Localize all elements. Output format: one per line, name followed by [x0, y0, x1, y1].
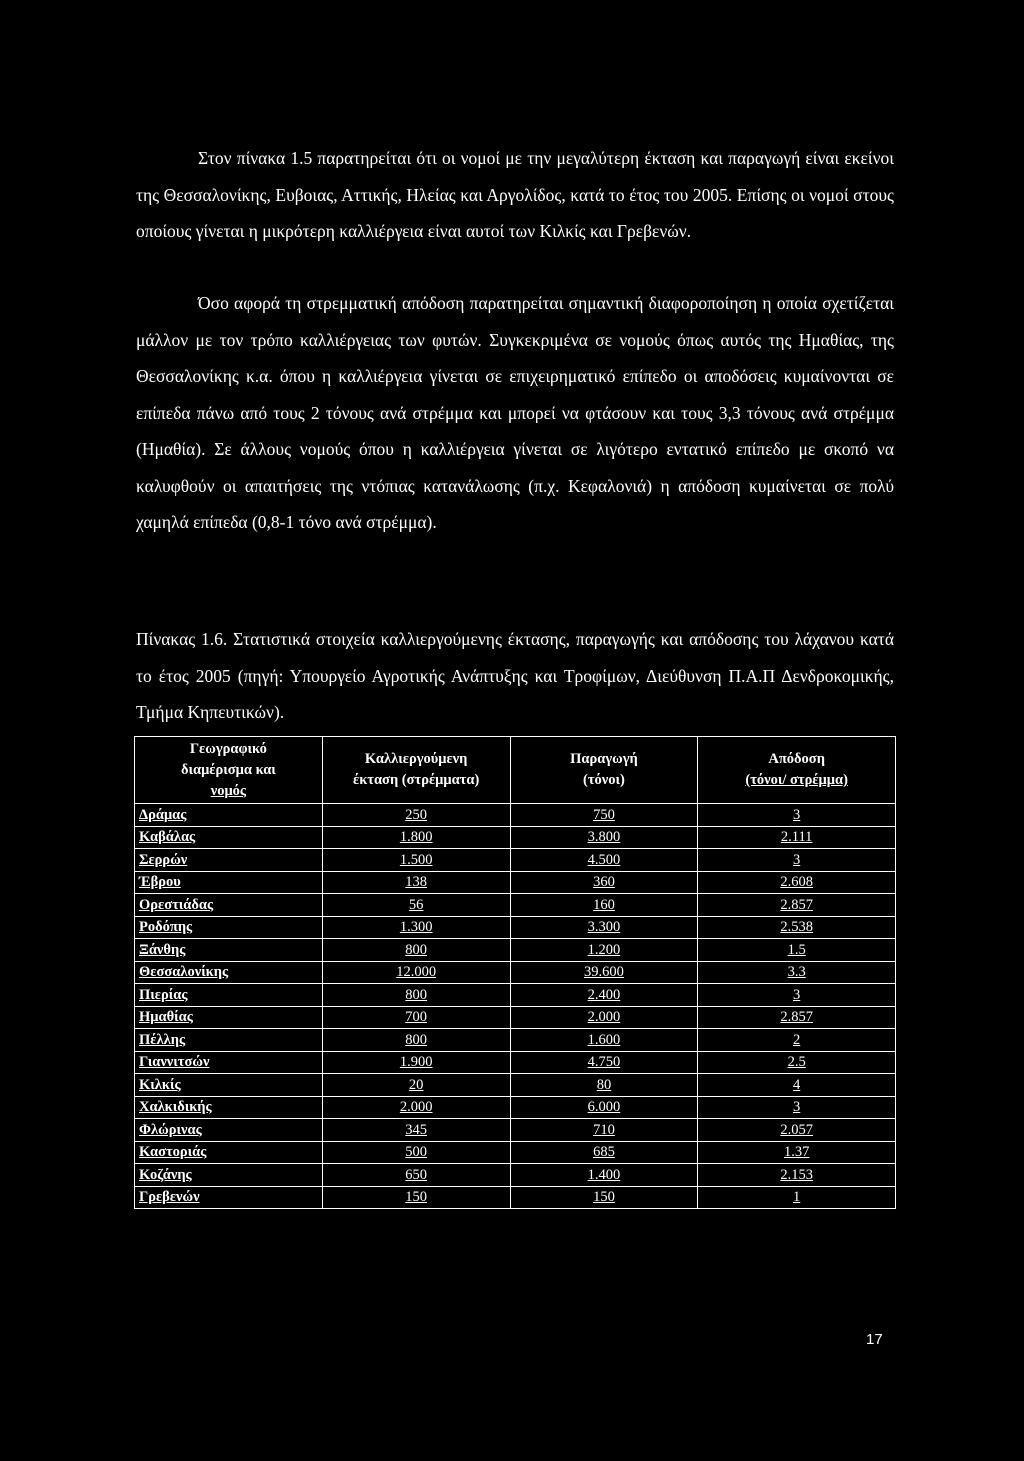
cell-yield: 3: [698, 984, 896, 1007]
table-caption: [136, 621, 894, 731]
cell-yield: 2.857: [698, 1006, 896, 1029]
table-row: [135, 1141, 896, 1164]
cell-production: 3.300: [510, 916, 698, 939]
header-region: [135, 737, 323, 804]
cell-area: 800: [322, 939, 510, 962]
cell-region: Καβάλας: [135, 826, 323, 849]
table-row: [135, 1006, 896, 1029]
cell-production: 685: [510, 1141, 698, 1164]
cell-production: 6.000: [510, 1096, 698, 1119]
cell-area: 20: [322, 1074, 510, 1097]
cell-region: Σερρών: [135, 849, 323, 872]
table-row: [135, 1164, 896, 1187]
table-row: [135, 1051, 896, 1074]
cell-yield: 2.608: [698, 871, 896, 894]
cell-yield: 2.538: [698, 916, 896, 939]
header-yield-line1: Απόδοση: [768, 751, 825, 767]
header-area: [322, 737, 510, 804]
cell-production: 1.600: [510, 1029, 698, 1052]
cell-region: Γιαννιτσών: [135, 1051, 323, 1074]
cell-area: 12.000: [322, 961, 510, 984]
paragraph-table-1-5-summary: [136, 140, 894, 250]
header-region-line1: Γεωγραφικό: [189, 740, 267, 757]
cell-region: Δράμας: [135, 804, 323, 827]
cell-yield: 2.5: [698, 1051, 896, 1074]
cell-area: 1.900: [322, 1051, 510, 1074]
cell-production: 710: [510, 1119, 698, 1142]
cell-area: 800: [322, 984, 510, 1007]
header-production-line1: Παραγωγή: [570, 751, 638, 767]
table-body: [135, 804, 896, 1209]
cell-area: 1.800: [322, 826, 510, 849]
table-row: [135, 961, 896, 984]
table-row: [135, 1119, 896, 1142]
header-production-line2: (τόνοι): [583, 772, 625, 788]
cell-production: 160: [510, 894, 698, 917]
paragraph-text: Στον πίνακα 1.5 παρατηρείται ότι οι νομοί με την μεγαλύτερη έκταση και παραγωγή είναι εκείνοι της Θεσσαλονίκης, Ευβοιας, Αττικής, Ηλείας και Αργολίδος, κατά το έτος του 2005. Επίσης οι νομοί στους οποίους γίνεται η μικρότερη καλλιέργεια είναι αυτοί των Κιλκίς και Γρεβενών.: [136, 148, 894, 241]
cell-region: Γρεβενών: [135, 1186, 323, 1209]
header-yield-line2: (τόνοι/ στρέμμα): [745, 772, 848, 788]
cell-area: 150: [322, 1186, 510, 1209]
cell-production: 750: [510, 804, 698, 827]
header-area-line1: Καλλιεργούμενη: [364, 751, 468, 767]
table-caption-text: Πίνακας 1.6. Στατιστικά στοιχεία καλλιεργούμενης έκτασης, παραγωγής και απόδοσης του λάχανου κατά το έτος 2005 (πηγή: Υπουργείο Αγροτικής Ανάπτυξης και Τροφίμων, Διεύθυνση Π.Α.Π Δενδροκομικής, Τμήμα Κηπευτικών).: [136, 629, 894, 722]
cell-yield: 3: [698, 804, 896, 827]
cell-region: Κοζάνης: [135, 1164, 323, 1187]
cell-yield: 1.5: [698, 939, 896, 962]
cell-region: Ημαθίας: [135, 1006, 323, 1029]
cell-region: Ορεστιάδας: [135, 894, 323, 917]
cell-production: 2.400: [510, 984, 698, 1007]
cell-production: 2.000: [510, 1006, 698, 1029]
cell-yield: 2.857: [698, 894, 896, 917]
cell-region: Πέλλης: [135, 1029, 323, 1052]
cell-area: 700: [322, 1006, 510, 1029]
cell-region: Πιερίας: [135, 984, 323, 1007]
cell-region: Χαλκιδικής: [135, 1096, 323, 1119]
table-row: [135, 804, 896, 827]
cell-region: Κιλκίς: [135, 1074, 323, 1097]
header-region-line3: νομός: [210, 782, 247, 799]
table-row: [135, 894, 896, 917]
cell-area: 800: [322, 1029, 510, 1052]
header-production: [510, 737, 698, 804]
table-row: [135, 1096, 896, 1119]
cell-production: 4.750: [510, 1051, 698, 1074]
cell-region: Θεσσαλονίκης: [135, 961, 323, 984]
cell-area: 500: [322, 1141, 510, 1164]
cell-production: 1.200: [510, 939, 698, 962]
table-row: [135, 916, 896, 939]
table-row: [135, 849, 896, 872]
cell-production: 360: [510, 871, 698, 894]
cell-production: 150: [510, 1186, 698, 1209]
table-row: [135, 939, 896, 962]
cell-area: 1.500: [322, 849, 510, 872]
header-yield: [698, 737, 896, 804]
cell-yield: 4: [698, 1074, 896, 1097]
cell-yield: 2.111: [698, 826, 896, 849]
cell-area: 250: [322, 804, 510, 827]
cell-yield: 3: [698, 1096, 896, 1119]
cell-production: 80: [510, 1074, 698, 1097]
cell-region: Φλώρινας: [135, 1119, 323, 1142]
cell-area: 56: [322, 894, 510, 917]
table-header-row: [135, 737, 896, 804]
paragraph-text: Όσο αφορά τη στρεμματική απόδοση παρατηρείται σημαντική διαφοροποίηση η οποία σχετίζεται μάλλον με τον τρόπο καλλιέργειας των φυτών. Συγκεκριμένα σε νομούς όπως αυτός της Ημαθίας, της Θεσσαλονίκης κ.α. όπου η καλλιέργεια γίνεται σε επιχειρηματικό επίπεδο οι αποδόσεις κυμαίνονται σε επίπεδα πάνω από τους 2 τόνους ανά στρέμμα και μπορεί να φτάσουν και τους 3,3 τόνους ανά στρέμμα (Ημαθία). Σε άλλους νομούς όπου η καλλιέργεια γίνεται σε λιγότερο εντατικό επίπεδο με σκοπό να καλυφθούν οι απαιτήσεις της ντόπιας κατανάλωσης (π.χ. Κεφαλονιά) η απόδοση κυμαίνεται σε πολύ χαμηλά επίπεδα (0,8-1 τόνο ανά στρέμμα).: [136, 293, 894, 532]
cell-region: Καστοριάς: [135, 1141, 323, 1164]
cell-yield: 3.3: [698, 961, 896, 984]
table-row: [135, 1029, 896, 1052]
header-region-line2: διαμέρισμα και: [180, 761, 276, 778]
cell-area: 1.300: [322, 916, 510, 939]
cell-production: 3.800: [510, 826, 698, 849]
cell-yield: 3: [698, 849, 896, 872]
cell-region: Έβρου: [135, 871, 323, 894]
cell-region: Ξάνθης: [135, 939, 323, 962]
cell-yield: 1.37: [698, 1141, 896, 1164]
cell-production: 4.500: [510, 849, 698, 872]
cell-region: Ροδόπης: [135, 916, 323, 939]
cell-area: 2.000: [322, 1096, 510, 1119]
cell-area: 650: [322, 1164, 510, 1187]
cell-production: 1.400: [510, 1164, 698, 1187]
table-row: [135, 871, 896, 894]
cell-yield: 2.057: [698, 1119, 896, 1142]
table-row: [135, 1186, 896, 1209]
page-number: 17: [866, 1331, 883, 1348]
cell-area: 345: [322, 1119, 510, 1142]
table-row: [135, 1074, 896, 1097]
cabbage-statistics-table: [134, 736, 896, 1209]
cell-yield: 1: [698, 1186, 896, 1209]
cell-area: 138: [322, 871, 510, 894]
cell-yield: 2.153: [698, 1164, 896, 1187]
cell-yield: 2: [698, 1029, 896, 1052]
cell-production: 39.600: [510, 961, 698, 984]
table-row: [135, 984, 896, 1007]
header-area-line2: έκταση (στρέμματα): [353, 772, 480, 788]
paragraph-yield-discussion: [136, 285, 894, 541]
table-row: [135, 826, 896, 849]
